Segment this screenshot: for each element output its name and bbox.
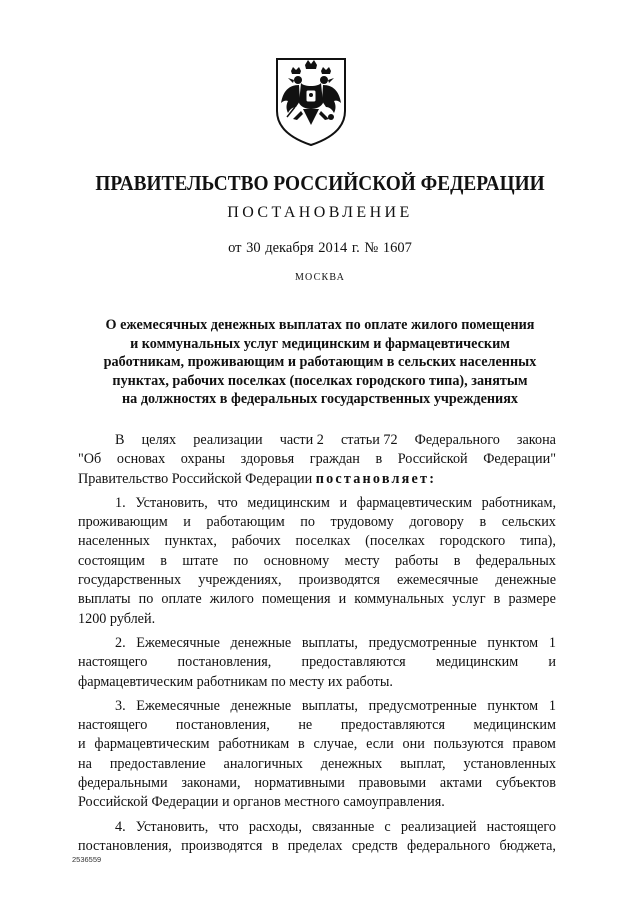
text-line: Правительство Российской Федерации постановляет: bbox=[78, 470, 556, 489]
text-line: Российской Федерации и органов местного самоуправления. bbox=[78, 794, 445, 811]
heading-line: пунктах, рабочих поселках (поселках городского типа), занятым bbox=[112, 372, 528, 389]
text-line: 1. Установить, что медицинским и фармацевтическим работникам, bbox=[115, 494, 556, 511]
text-line: В целях реализации части 2 статьи 72 Федерального закона bbox=[115, 432, 556, 448]
text-line: постановления, производятся в пределах средств федерального бюджета, bbox=[78, 837, 556, 854]
text-line: проживающим и работающим по трудовому договору в сельских bbox=[78, 514, 556, 531]
document-code: 2536559 bbox=[72, 855, 102, 864]
heading-line: О ежемесячных денежных выплатах по оплате жилого помещения bbox=[105, 317, 535, 333]
text-line: выплаты по оплате жилого помещения и коммунальных услуг в размере bbox=[78, 591, 556, 608]
numbered-paragraphs bbox=[78, 494, 556, 856]
government-title: ПРАВИТЕЛЬСТВО РОССИЙСКОЙ ФЕДЕРАЦИИ bbox=[95, 171, 545, 195]
text-line: 3. Ежемесячные денежные выплаты, предусмотренные пунктом 1 bbox=[115, 697, 556, 714]
text-line: на предоставление аналогичных денежных выплат, установленных bbox=[78, 755, 556, 772]
text-line: состоящим в штате по основному месту работы в федеральных bbox=[78, 552, 556, 569]
text-line: и фармацевтическим работникам в случае, если они пользуются правом bbox=[78, 736, 556, 753]
text-line: настоящего постановления, не предоставляются медицинским bbox=[78, 717, 556, 734]
preamble-paragraph bbox=[78, 431, 556, 489]
document-type: ПОСТАНОВЛЕНИЕ bbox=[227, 204, 413, 221]
text-line: "Об основах охраны здоровья граждан в Российской Федерации" bbox=[78, 451, 556, 468]
document-heading bbox=[60, 316, 580, 409]
heading-line: и коммунальных услуг медицинским и фармацевтическим bbox=[130, 335, 510, 352]
coat-of-arms-icon bbox=[271, 55, 351, 149]
text-line: 4. Установить, что расходы, связанные с реализацией настоящего bbox=[115, 818, 556, 835]
text-line: федеральными законами, нормативными правовыми актами субъектов bbox=[78, 775, 556, 792]
numbered-paragraph bbox=[78, 494, 556, 629]
document-city: МОСКВА bbox=[294, 272, 346, 283]
heading-line: на должностях в федеральных государственных учреждениях bbox=[122, 391, 518, 408]
text-line: фармацевтическим работникам по месту их работы. bbox=[78, 673, 393, 690]
text-line: государственных учреждениях, производятся ежемесячные денежные bbox=[78, 572, 556, 589]
resolve-word: постановляет: bbox=[315, 470, 437, 487]
text-line: 1200 рублей. bbox=[78, 610, 156, 627]
text-line: населенных пунктах, рабочих поселках (поселках городского типа), bbox=[78, 533, 556, 550]
document-body bbox=[78, 431, 556, 861]
heading-line: работникам, проживающим и работающим в сельских населенных bbox=[103, 354, 537, 371]
numbered-paragraph bbox=[78, 634, 556, 692]
text-line: настоящего постановления, предоставляются медицинским и bbox=[78, 654, 556, 671]
numbered-paragraph bbox=[78, 818, 556, 857]
document-date-number: от 30 декабря 2014 г. № 1607 bbox=[228, 240, 412, 256]
numbered-paragraph bbox=[78, 697, 556, 813]
text-line: 2. Ежемесячные денежные выплаты, предусмотренные пунктом 1 bbox=[115, 634, 556, 651]
